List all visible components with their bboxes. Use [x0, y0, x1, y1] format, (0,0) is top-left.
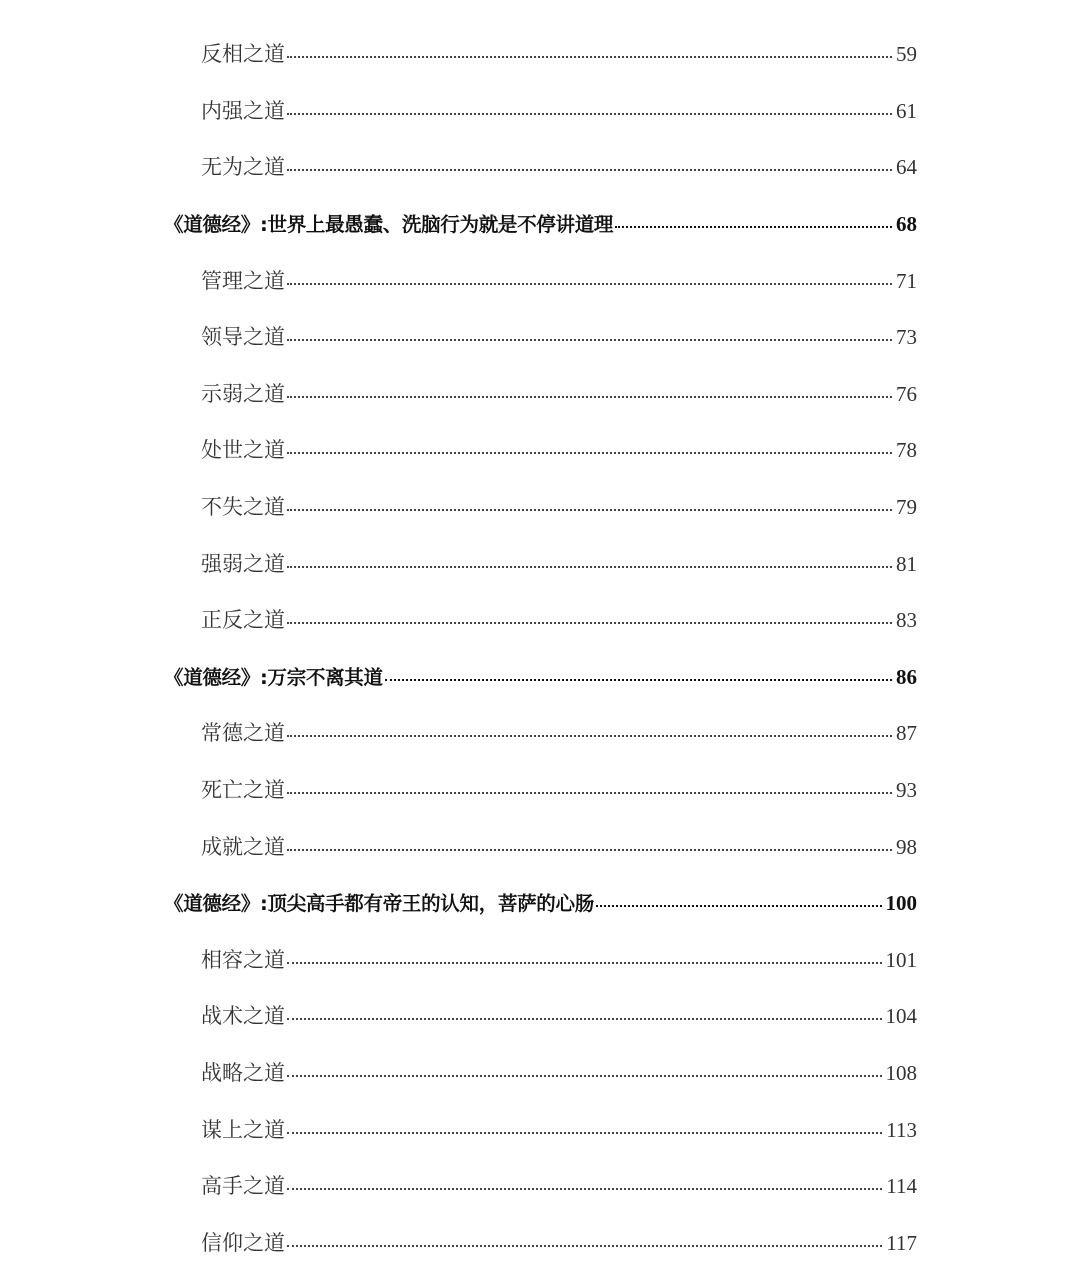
- toc-entry[interactable]: [0, 421, 1080, 478]
- dot-leader: [287, 452, 892, 454]
- toc-entry-page: 76: [896, 381, 917, 406]
- dot-leader: [287, 283, 892, 285]
- toc-entry-page: 83: [896, 608, 917, 633]
- toc-entry[interactable]: [0, 138, 1080, 195]
- toc-entry-page: 71: [896, 268, 917, 293]
- toc-entry-title: 战略之道: [201, 1060, 285, 1085]
- toc-entry[interactable]: [0, 931, 1080, 988]
- toc-chapter-page: 68: [896, 212, 917, 237]
- toc-entry-page: 93: [896, 778, 917, 803]
- toc-entry-title: 正反之道: [201, 608, 285, 633]
- toc-entry[interactable]: [0, 704, 1080, 761]
- toc-entry[interactable]: [0, 1100, 1080, 1157]
- toc-entry[interactable]: [0, 534, 1080, 591]
- toc-entry-title: 战术之道: [201, 1004, 285, 1029]
- dot-leader: [287, 1132, 882, 1134]
- dot-leader: [287, 1188, 882, 1190]
- toc-chapter[interactable]: [0, 874, 1080, 931]
- toc-entry-title: 管理之道: [201, 268, 285, 293]
- toc-entry-page: 78: [896, 438, 917, 463]
- toc-entry-title: 领导之道: [201, 325, 285, 350]
- dot-leader: [596, 905, 882, 907]
- toc-entry[interactable]: [0, 82, 1080, 139]
- toc-entry-title: 反相之道: [201, 42, 285, 67]
- toc-entry[interactable]: [0, 478, 1080, 535]
- toc-entry-title: 处世之道: [201, 438, 285, 463]
- dot-leader: [385, 679, 892, 681]
- toc-entry-page: 61: [896, 98, 917, 123]
- toc-entry[interactable]: [0, 987, 1080, 1044]
- toc-chapter-title: 《道德经》:世界上最愚蠢、洗脑行为就是不停讲道理: [164, 213, 614, 237]
- dot-leader: [287, 169, 892, 171]
- toc-entry-page: 87: [896, 721, 917, 746]
- dot-leader: [287, 113, 892, 115]
- toc-entry-page: 108: [885, 1060, 917, 1085]
- dot-leader: [287, 962, 882, 964]
- toc-entry[interactable]: [0, 308, 1080, 365]
- dot-leader: [287, 1018, 882, 1020]
- dot-leader: [287, 566, 892, 568]
- toc-entry-title: 不失之道: [201, 495, 285, 520]
- dot-leader: [287, 509, 892, 511]
- toc-chapter[interactable]: [0, 195, 1080, 252]
- toc-entry-title: 强弱之道: [201, 551, 285, 576]
- toc-entry-title: 示弱之道: [201, 381, 285, 406]
- toc-entry-title: 成就之道: [201, 834, 285, 859]
- toc-entry-page: 59: [896, 42, 917, 67]
- dot-leader: [287, 339, 892, 341]
- dot-leader: [287, 396, 892, 398]
- toc-entry-page: 73: [896, 325, 917, 350]
- toc-entry-page: 79: [896, 495, 917, 520]
- toc-entry[interactable]: [0, 817, 1080, 874]
- toc-entry[interactable]: [0, 1213, 1080, 1270]
- dot-leader: [287, 792, 892, 794]
- dot-leader: [287, 735, 892, 737]
- toc-entry-page: 117: [886, 1230, 917, 1255]
- dot-leader: [287, 56, 892, 58]
- toc-entry[interactable]: [0, 365, 1080, 422]
- toc-entry-title: 高手之道: [201, 1174, 285, 1199]
- toc-chapter-page: 86: [896, 664, 917, 689]
- toc-chapter-title: 《道德经》:万宗不离其道: [164, 665, 383, 689]
- toc-chapter-title: 《道德经》:顶尖高手都有帝王的认知，菩萨的心肠: [164, 892, 594, 916]
- dot-leader: [287, 1245, 882, 1247]
- table-of-contents: [0, 25, 1080, 1270]
- toc-entry-title: 信仰之道: [201, 1230, 285, 1255]
- toc-entry[interactable]: [0, 251, 1080, 308]
- toc-entry-title: 内强之道: [201, 98, 285, 123]
- toc-entry-title: 无为之道: [201, 155, 285, 180]
- dot-leader: [287, 1075, 882, 1077]
- toc-entry-title: 死亡之道: [201, 778, 285, 803]
- toc-chapter[interactable]: [0, 648, 1080, 705]
- dot-leader: [287, 622, 892, 624]
- toc-chapter-page: 100: [885, 891, 917, 916]
- toc-entry[interactable]: [0, 1157, 1080, 1214]
- toc-entry-title: 常德之道: [201, 721, 285, 746]
- toc-entry-title: 相容之道: [201, 947, 285, 972]
- dot-leader: [287, 849, 892, 851]
- toc-entry-page: 81: [896, 551, 917, 576]
- toc-entry-page: 101: [885, 947, 917, 972]
- toc-entry[interactable]: [0, 1044, 1080, 1101]
- toc-entry-page: 64: [896, 155, 917, 180]
- toc-entry-page: 113: [886, 1117, 917, 1142]
- toc-entry-page: 104: [885, 1004, 917, 1029]
- dot-leader: [615, 226, 892, 228]
- toc-entry[interactable]: [0, 591, 1080, 648]
- toc-entry[interactable]: [0, 25, 1080, 82]
- toc-entry[interactable]: [0, 761, 1080, 818]
- toc-entry-title: 谋上之道: [201, 1117, 285, 1142]
- toc-entry-page: 98: [896, 834, 917, 859]
- toc-entry-page: 114: [886, 1174, 917, 1199]
